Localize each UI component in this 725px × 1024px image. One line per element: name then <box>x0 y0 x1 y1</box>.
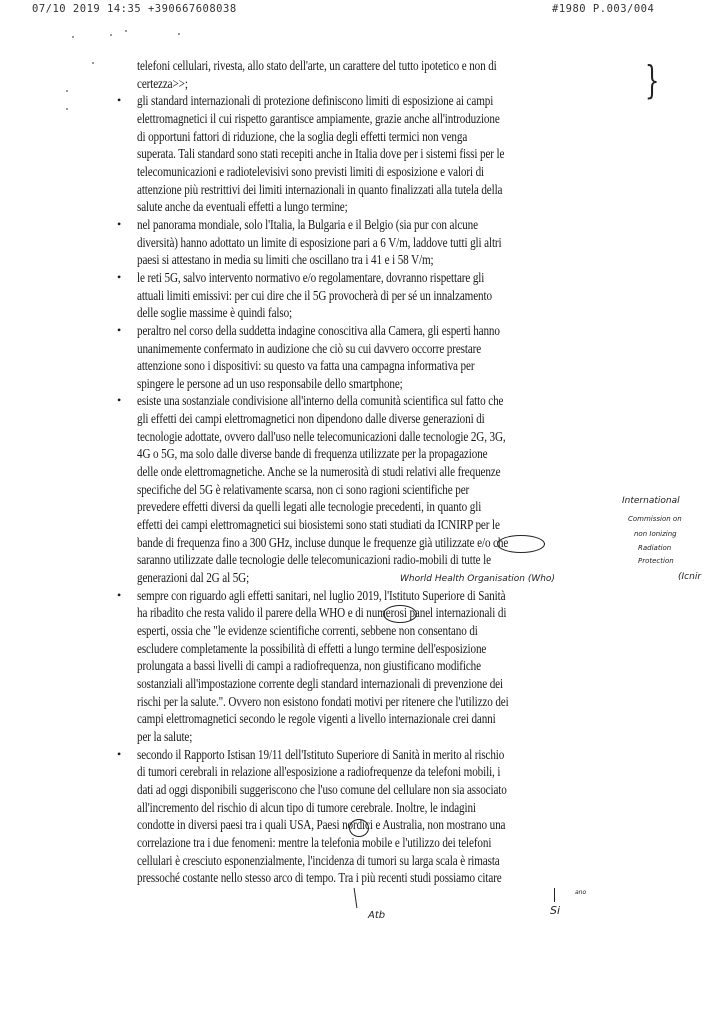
text-line: attenzione sono i dispositivi: su questo va fatta una campagna informativa per <box>137 358 475 374</box>
scan-speck <box>92 62 94 64</box>
annotation-icnirp-line: (Icnir <box>678 572 702 582</box>
text-line: per la salute; <box>137 728 193 744</box>
text-line: gli effetti dei campi elettromagnetici non dipendono dalle diverse generazioni di <box>137 411 485 427</box>
text-line: specifiche del 5G è relativamente scarsa, non ci sono ragioni scientifiche per <box>137 481 470 497</box>
text-line: delle onde elettromagnetiche. Anche se la numerosità di studi relativi alle frequenze <box>137 464 501 480</box>
text-line: spingere le persone ad un uso responsabile dello smartphone; <box>137 375 403 391</box>
text-line: condotte in diversi paesi tra i quali USA, Paesi nordici e Australia, non mostrano una <box>137 817 506 833</box>
fax-header-right: #1980 P.003/004 <box>552 3 655 15</box>
text-line: gli standard internazionali di protezione definiscono limiti di esposizione ai campi <box>137 93 494 109</box>
text-line: secondo il Rapporto Istisan 19/11 dell'Istituto Superiore di Sanità in merito al rischio <box>137 746 505 762</box>
text-line: correlazione tra i due fenomeni: mentre la telefonia mobile e l'utilizzo dei telefoni <box>137 834 492 850</box>
text-line: superata. Tali standard sono stati recepiti anche in Italia dove per i sistemi fissi per le <box>137 146 505 162</box>
text-line: attuali limiti emissivi: per cui dire che il 5G provocherà di per sé un innalzamento <box>137 287 492 303</box>
annotation-ano: ano <box>575 889 587 896</box>
text-line: generazioni dal 2G al 5G; <box>137 570 250 586</box>
scan-speck <box>125 30 127 32</box>
text-line: paesi si attestano in media su limiti che oscillano tra i 41 e i 58 V/m; <box>137 252 434 268</box>
text-line: unanimemente confermato in audizione che ciò su cui davvero occorre prestare <box>137 340 482 356</box>
bullet-paragraph <box>117 92 607 216</box>
text-line: dati ad oggi disponibili suggeriscono che l'uso comune del cellulare non sia associato <box>137 781 507 797</box>
text-line: effetti dei campi elettromagnetici sui biosistemi sono stati studiati da ICNIRP per le <box>137 517 500 533</box>
text-line: ha ribadito che resta valido il parere della WHO e di numerosi panel internazionali di <box>137 605 507 621</box>
text-line: nel panorama mondiale, solo l'Italia, la Bulgaria e il Belgio (sia pur con alcune <box>137 216 478 232</box>
bullet-paragraph <box>117 746 607 887</box>
annotation-who: Whorld Health Organisation (Who) <box>400 574 555 584</box>
annotation-si: Si <box>550 904 561 917</box>
scan-speck <box>178 33 180 35</box>
text-line: diversità) hanno adottato un limite di esposizione pari a 6 V/m, laddove tutti gli altri <box>137 234 502 250</box>
annotation-icnirp-line: non Ionizing <box>634 530 677 538</box>
text-line: certezza>>; <box>137 75 188 91</box>
bullet-paragraph <box>117 269 607 322</box>
text-line: cellulari è cresciuto esponenzialmente, l'incidenza di tumori su larga scala è rimasta <box>137 852 500 868</box>
text-line: rischi per la salute.". Ovvero non esistono fondati motivi per ritenere che l'utilizzo dei <box>137 693 509 709</box>
text-line: pressoché costante nello stesso arco di tempo. Tra i più recenti studi possiamo citare <box>137 870 502 886</box>
text-line: attenzione più restrittivi dei limiti internazionali in quanto finalizzati alla tutela della <box>137 181 503 197</box>
pointer-stroke <box>354 888 358 908</box>
annotation-icnirp-line: International <box>622 496 680 506</box>
handwritten-brace: } <box>644 58 660 102</box>
circle-mark-who <box>383 605 417 623</box>
annotation-icnirp-line: Protection <box>638 557 674 565</box>
bullet-icon: • <box>117 269 122 284</box>
scan-speck <box>72 36 74 38</box>
bullet-paragraph <box>117 587 607 746</box>
text-line: 4G o 5G, ma solo dalle diverse bande di frequenza utilizzate per la propagazione <box>137 446 488 462</box>
text-line: sostanziali all'impostazione corrente degli standard internazionali di prevenzione dei <box>137 675 503 691</box>
bullet-paragraph <box>117 216 607 269</box>
text-line: esiste una sostanziale condivisione all'interno della comunità scientifica sul fatto che <box>137 393 504 409</box>
text-line: campi elettromagnetici secondo le regole vigenti a livello internazionale crei danni <box>137 711 496 727</box>
text-line: bande di frequenza fino a 300 GHz, incluse dunque le frequenze già utilizzate e/o che <box>137 534 509 550</box>
bullet-icon: • <box>117 322 122 337</box>
text-line: esperti, ossia che "le evidenze scientifiche correnti, sebbene non consentano di <box>137 623 478 638</box>
document-body <box>117 57 607 887</box>
pointer-stroke <box>554 888 555 902</box>
scan-speck <box>66 108 68 110</box>
bullet-icon: • <box>117 216 122 231</box>
bullet-icon: • <box>117 393 122 408</box>
text-line: di tumori cerebrali in relazione all'esposizione a radiofrequenze da telefoni mobili, i <box>137 764 501 780</box>
text-line: sempre con riguardo agli effetti sanitari, nel luglio 2019, l'Istituto Superiore di Sanità <box>137 587 506 603</box>
circle-mark-usa <box>349 819 369 837</box>
text-line: telefoni cellulari, rivesta, allo stato dell'arte, un carattere del tutto ipotetico e non di <box>137 58 497 73</box>
paragraph <box>137 57 607 92</box>
text-line: peraltro nel corso della suddetta indagine conoscitiva alla Camera, gli esperti hanno <box>137 322 500 338</box>
text-line: tecnologie adottate, ovvero dall'uso nelle telecomunicazioni dalle tecnologie 2G, 3G, <box>137 428 506 444</box>
text-line: di opportuni fattori di riduzione, che la soglia degli effetti termici non venga <box>137 128 468 144</box>
fax-header-left: 07/10 2019 14:35 +390667608038 <box>32 3 237 15</box>
bullet-paragraph <box>117 392 607 586</box>
bullet-icon: • <box>117 746 122 761</box>
annotation-icnirp-line: Commission on <box>628 515 682 523</box>
text-line: saranno utilizzate dalle tecnologie delle telecomunicazioni radio-mobili di tutte le <box>137 552 491 568</box>
bullet-icon: • <box>117 587 122 602</box>
text-line: telecomunicazioni e radiotelevisivi sono previsti limiti di esposizione e valori di <box>137 163 485 179</box>
text-line: prolungata a bassi livelli di campi a radiofrequenza, non giustificano modifiche <box>137 658 481 674</box>
bullet-paragraph <box>117 322 607 393</box>
text-line: delle soglie massime è quindi falso; <box>137 305 293 321</box>
text-line: elettromagnetici il cui rispetto garantisce ampiamente, grazie anche all'introduzione <box>137 110 500 126</box>
text-line: all'incremento del rischio di alcun tipo di tumore cerebrale. Inoltre, le indagini <box>137 799 476 815</box>
annotation-icnirp-line: Radiation <box>638 544 672 552</box>
text-line: escludere completamente la possibilità di effetti a lungo termine dell'esposizione <box>137 640 487 656</box>
bullet-icon: • <box>117 93 122 108</box>
text-line: le reti 5G, salvo intervento normativo e/o regolamentare, dovranno rispettare gli <box>137 269 485 285</box>
circle-mark-icnirp <box>497 535 545 553</box>
annotation-atb: Atb <box>368 910 386 921</box>
scan-speck <box>110 34 112 36</box>
text-line: prevedere effetti diversi da quelli legati alle tecnologie precedenti, in quanto gli <box>137 499 482 515</box>
scan-speck <box>66 90 68 92</box>
text-line: salute anche da eventuali effetti a lungo termine; <box>137 199 348 215</box>
